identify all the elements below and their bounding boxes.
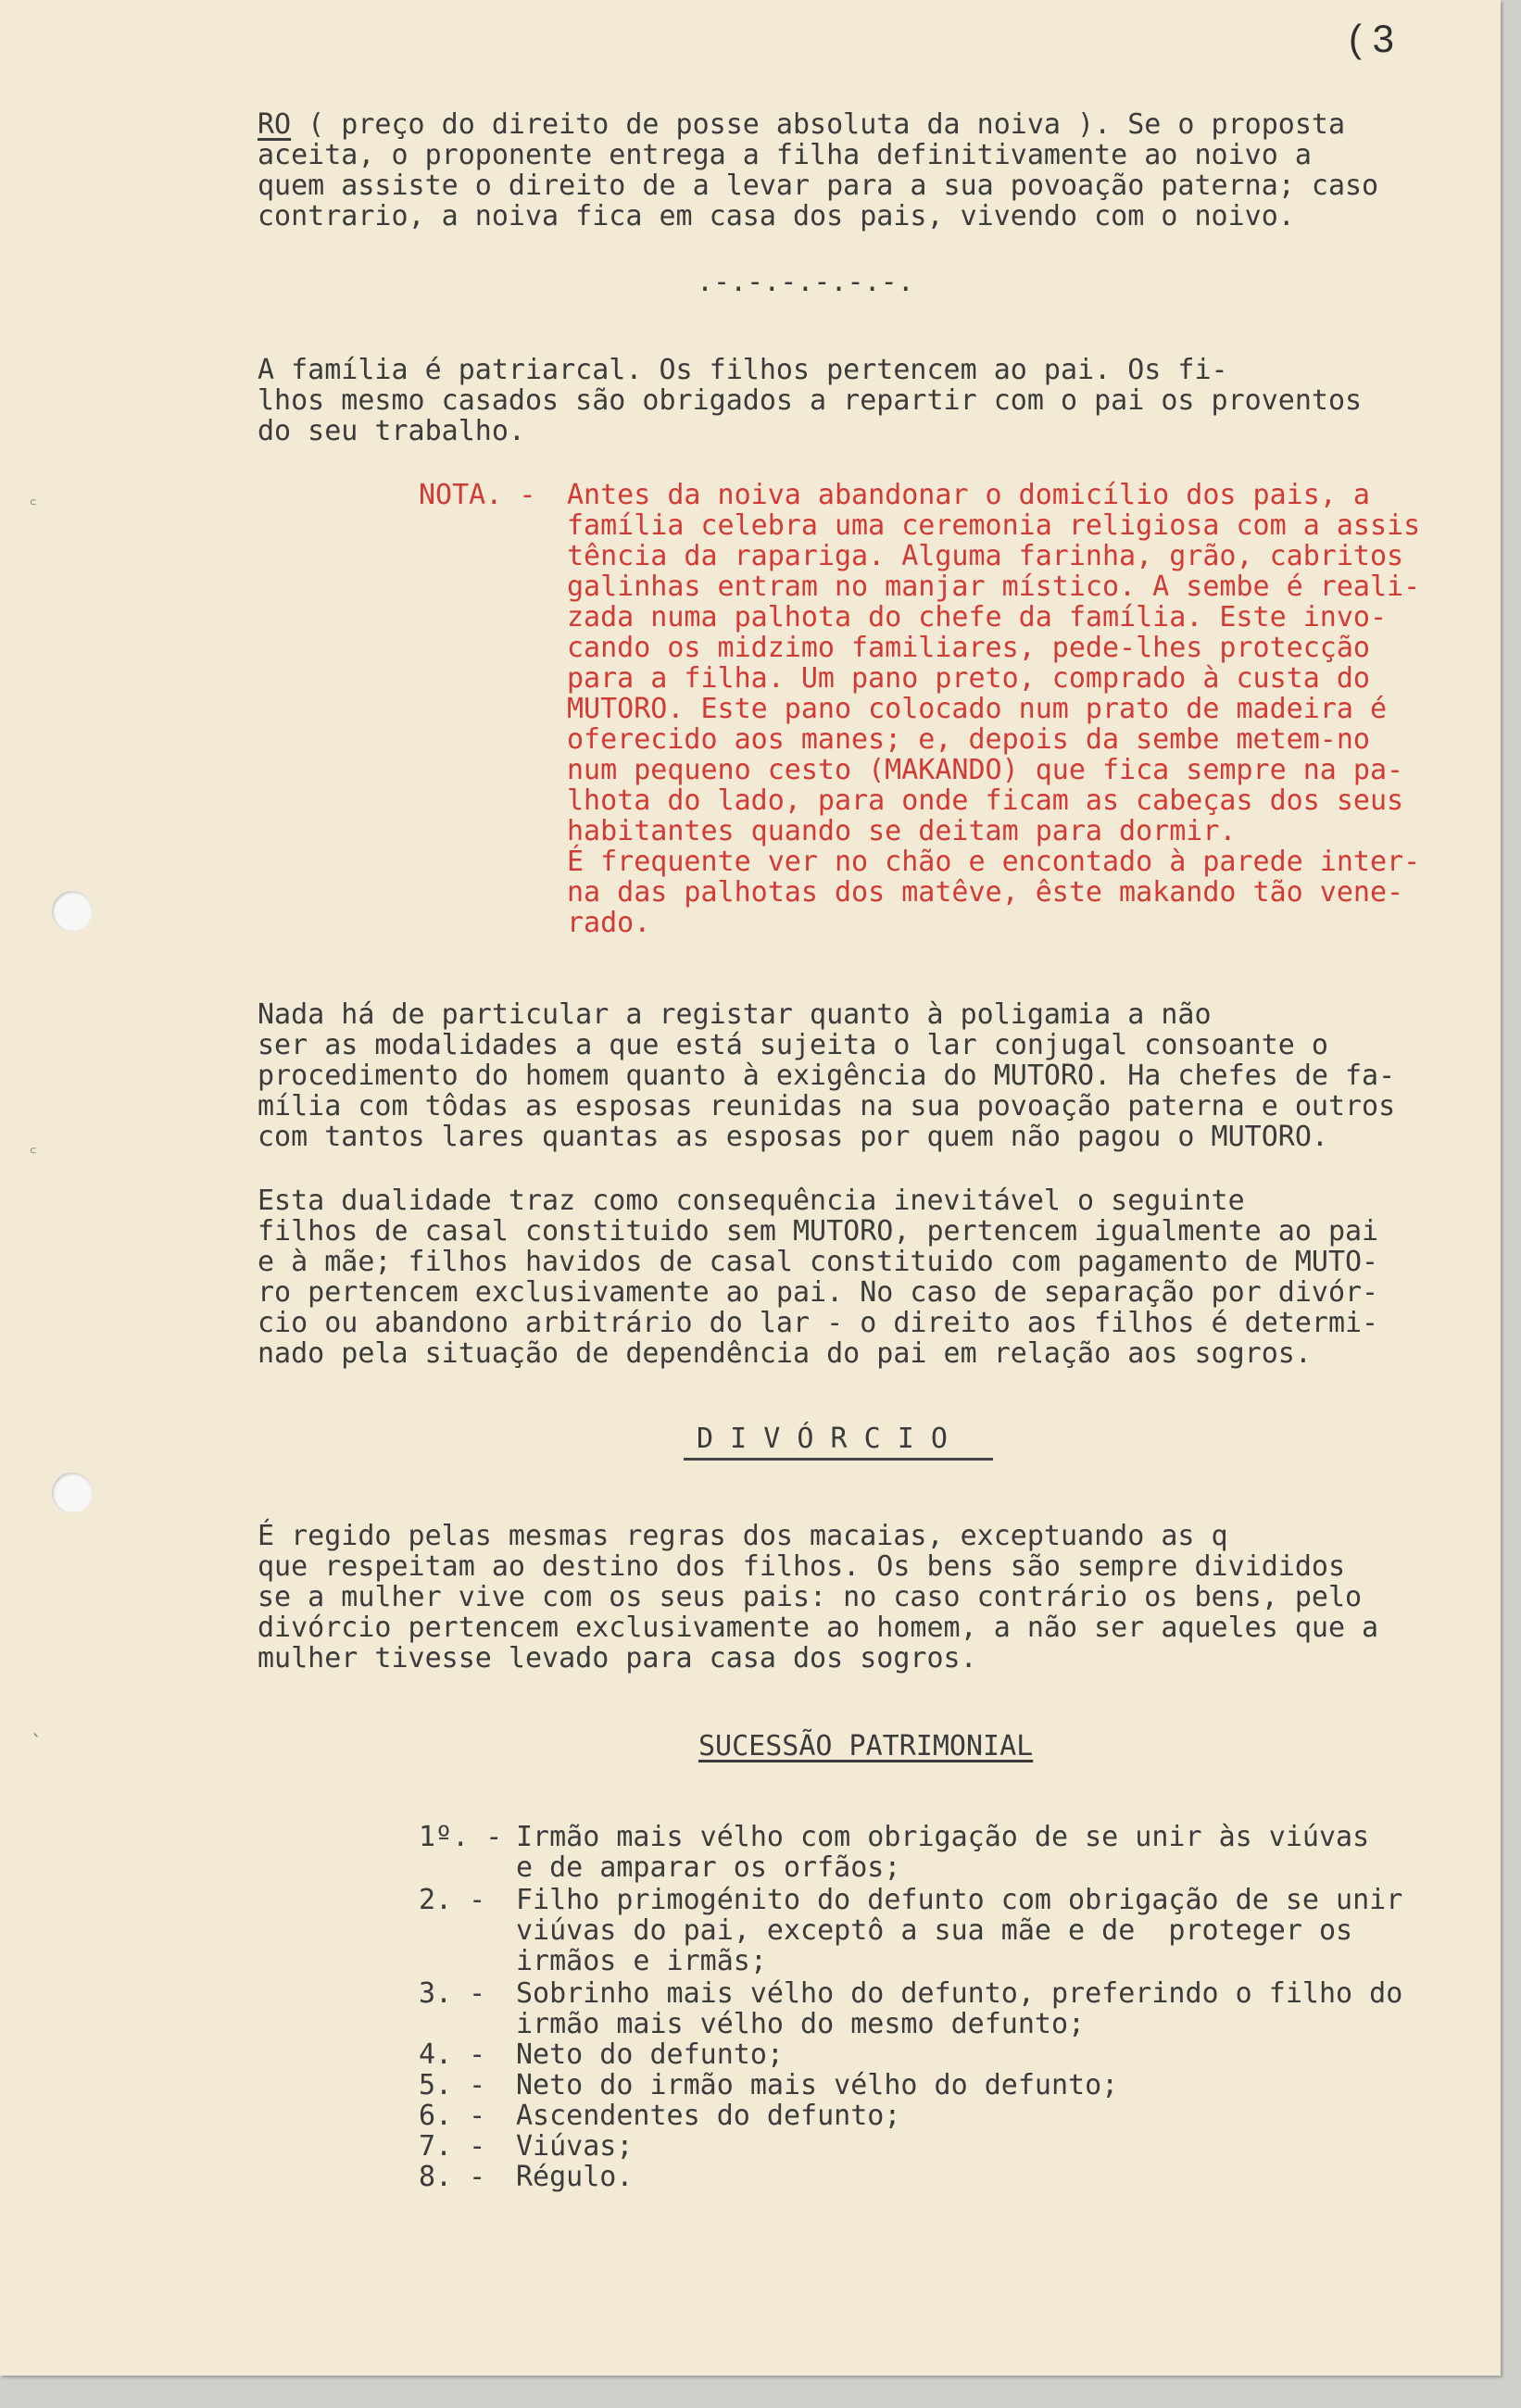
paragraph-duality: [258, 1185, 1378, 1369]
paragraph-bride-price: [258, 109, 1378, 232]
list-item: [419, 2131, 1402, 2162]
list-item: [419, 2039, 1402, 2070]
text-line: Neto do irmão mais vélho do defunto;: [516, 2069, 1119, 2101]
heading-underline: [684, 1458, 993, 1461]
item-number: 4. -: [419, 2038, 486, 2071]
note-text: [567, 480, 1420, 938]
item-number: 6. -: [419, 2100, 486, 2132]
text-line: mília com tôdas as esposas reunidas na sua povoação paterna e outros: [258, 1090, 1396, 1122]
text-line: Ascendentes do defunto;: [516, 2100, 901, 2132]
text-line: nado pela situação de dependência do pai em relação aos sogros.: [258, 1337, 1312, 1370]
text-line: tência da rapariga. Alguma farinha, grão, cabritos: [567, 540, 1404, 572]
page-number: ( 3: [1349, 17, 1395, 60]
paragraph-polygamy: [258, 999, 1395, 1152]
item-number: 2. -: [419, 1884, 486, 1916]
item-number: 7. -: [419, 2130, 486, 2163]
text-line: com tantos lares quantas as esposas por quem não pagou o MUTORO.: [258, 1121, 1328, 1153]
text-line: se a mulher vive com os seus pais: no caso contrário os bens, pelo: [258, 1581, 1363, 1613]
text-line: ser as modalidades a que está sujeita o lar conjugal consoante o: [258, 1029, 1328, 1061]
text-line: A família é patriarcal. Os filhos pertencem ao pai. Os fi-: [258, 354, 1228, 386]
text-line: É regido pelas mesmas regras dos macaias, exceptuando as q: [258, 1520, 1228, 1552]
text-line: Nada há de particular a registar quanto à poligamia a não: [258, 998, 1212, 1031]
text-line: Esta dualidade traz como consequência inevitável o seguinte: [258, 1185, 1245, 1217]
succession-list: [419, 1822, 1402, 2192]
text-line: que respeitam ao destino dos filhos. Os bens são sempre divididos: [258, 1550, 1345, 1583]
punch-hole: [52, 1473, 93, 1513]
text-line: habitantes quando se deitam para dormir.: [567, 815, 1237, 847]
text-line: aceita, o proponente entrega a filha definitivamente ao noivo a: [258, 139, 1312, 171]
heading-sucessao: SUCESSÃO PATRIMONIAL: [698, 1730, 1034, 1762]
item-number: 5. -: [419, 2069, 486, 2101]
text-line: oferecido aos manes; e, depois da sembe metem-no: [567, 723, 1370, 756]
paragraph-patriarchal: [258, 355, 1362, 446]
text-line: divórcio pertencem exclusivamente ao homem, a não ser aqueles que a: [258, 1612, 1379, 1644]
text-line: Filho primogénito do defunto com obrigação de se unir: [516, 1884, 1403, 1916]
heading-divorcio: D I V Ó R C I O: [697, 1423, 948, 1455]
text-line: na das palhotas dos matêve, êste makando tão vene-: [567, 876, 1404, 909]
list-item: [419, 2070, 1402, 2101]
margin-mark: ˎ: [30, 1713, 43, 1737]
text-line: Neto do defunto;: [516, 2038, 784, 2071]
list-item: [419, 1822, 1402, 1883]
text-line: Viúvas;: [516, 2130, 634, 2163]
text-line: Sobrinho mais vélho do defunto, preferindo o filho do: [516, 1977, 1403, 2010]
text-line: Irmão mais vélho com obrigação de se unir às viúvas: [516, 1821, 1370, 1853]
text-line: viúvas do pai, exceptô a sua mãe e de proteger os: [516, 1914, 1353, 1947]
text-line: contrario, a noiva fica em casa dos pais, vivendo com o noivo.: [258, 200, 1295, 232]
text-line: e à mãe; filhos havidos de casal constituido com pagamento de MUTO-: [258, 1246, 1379, 1278]
text-line: família celebra uma ceremonia religiosa com a assis: [567, 509, 1421, 542]
text-line: rado.: [567, 907, 651, 939]
text-line: MUTORO. Este pano colocado num prato de madeira é: [567, 693, 1388, 725]
item-number: 3. -: [419, 1977, 486, 2010]
text-line: lhota do lado, para onde ficam as cabeças dos seus: [567, 784, 1404, 817]
list-item: [419, 2162, 1402, 2192]
section-divider: .-.-.-.-.-.-.: [697, 266, 914, 298]
text-line: mulher tivesse levado para casa dos sogros.: [258, 1642, 977, 1674]
punch-hole: [52, 891, 93, 932]
text-line: Régulo.: [516, 2161, 634, 2193]
text-line: ( preço do direito de posse absoluta da noiva ). Se o proposta: [291, 108, 1346, 141]
term-mutoro-end: RO: [258, 108, 292, 141]
text-line: e de amparar os orfãos;: [516, 1851, 901, 1884]
text-line: zada numa palhota do chefe da família. Este invo-: [567, 601, 1388, 633]
note-label: NOTA. -: [419, 479, 536, 511]
text-line: filhos de casal constituido sem MUTORO, pertencem igualmente ao pai: [258, 1215, 1379, 1248]
text-line: num pequeno cesto (MAKANDO) que fica sempre na pa-: [567, 754, 1404, 786]
text-line: cio ou abandono arbitrário do lar - o direito aos filhos é determi-: [258, 1307, 1379, 1339]
text-line: lhos mesmo casados são obrigados a repartir com o pai os proventos: [258, 384, 1363, 417]
text-line: cando os midzimo familiares, pede-lhes protecção: [567, 632, 1370, 664]
paragraph-divorce: [258, 1521, 1378, 1674]
item-number: 8. -: [419, 2161, 486, 2193]
text-line: irmão mais vélho do mesmo defunto;: [516, 2008, 1086, 2040]
list-item: [419, 1885, 1402, 1976]
text-line: procedimento do homem quanto à exigência do MUTORO. Ha chefes de fa-: [258, 1060, 1396, 1092]
text-line: galinhas entram no manjar místico. A sembe é reali-: [567, 571, 1421, 603]
list-item: [419, 2101, 1402, 2131]
text-line: do seu trabalho.: [258, 415, 525, 447]
list-item: [419, 1978, 1402, 2039]
text-line: irmãos e irmãs;: [516, 1945, 767, 1977]
text-line: É frequente ver no chão e encontado à parede inter-: [567, 846, 1421, 878]
item-number: 1º. -: [419, 1821, 503, 1853]
margin-mark: ꜀: [30, 1134, 37, 1157]
text-line: para a filha. Um pano preto, comprado à custa do: [567, 662, 1370, 695]
margin-mark: ꜀: [30, 485, 37, 508]
text-line: quem assiste o direito de a levar para a sua povoação paterna; caso: [258, 169, 1379, 202]
text-line: Antes da noiva abandonar o domicílio dos pais, a: [567, 479, 1370, 511]
text-line: ro pertencem exclusivamente ao pai. No caso de separação por divór-: [258, 1276, 1379, 1309]
